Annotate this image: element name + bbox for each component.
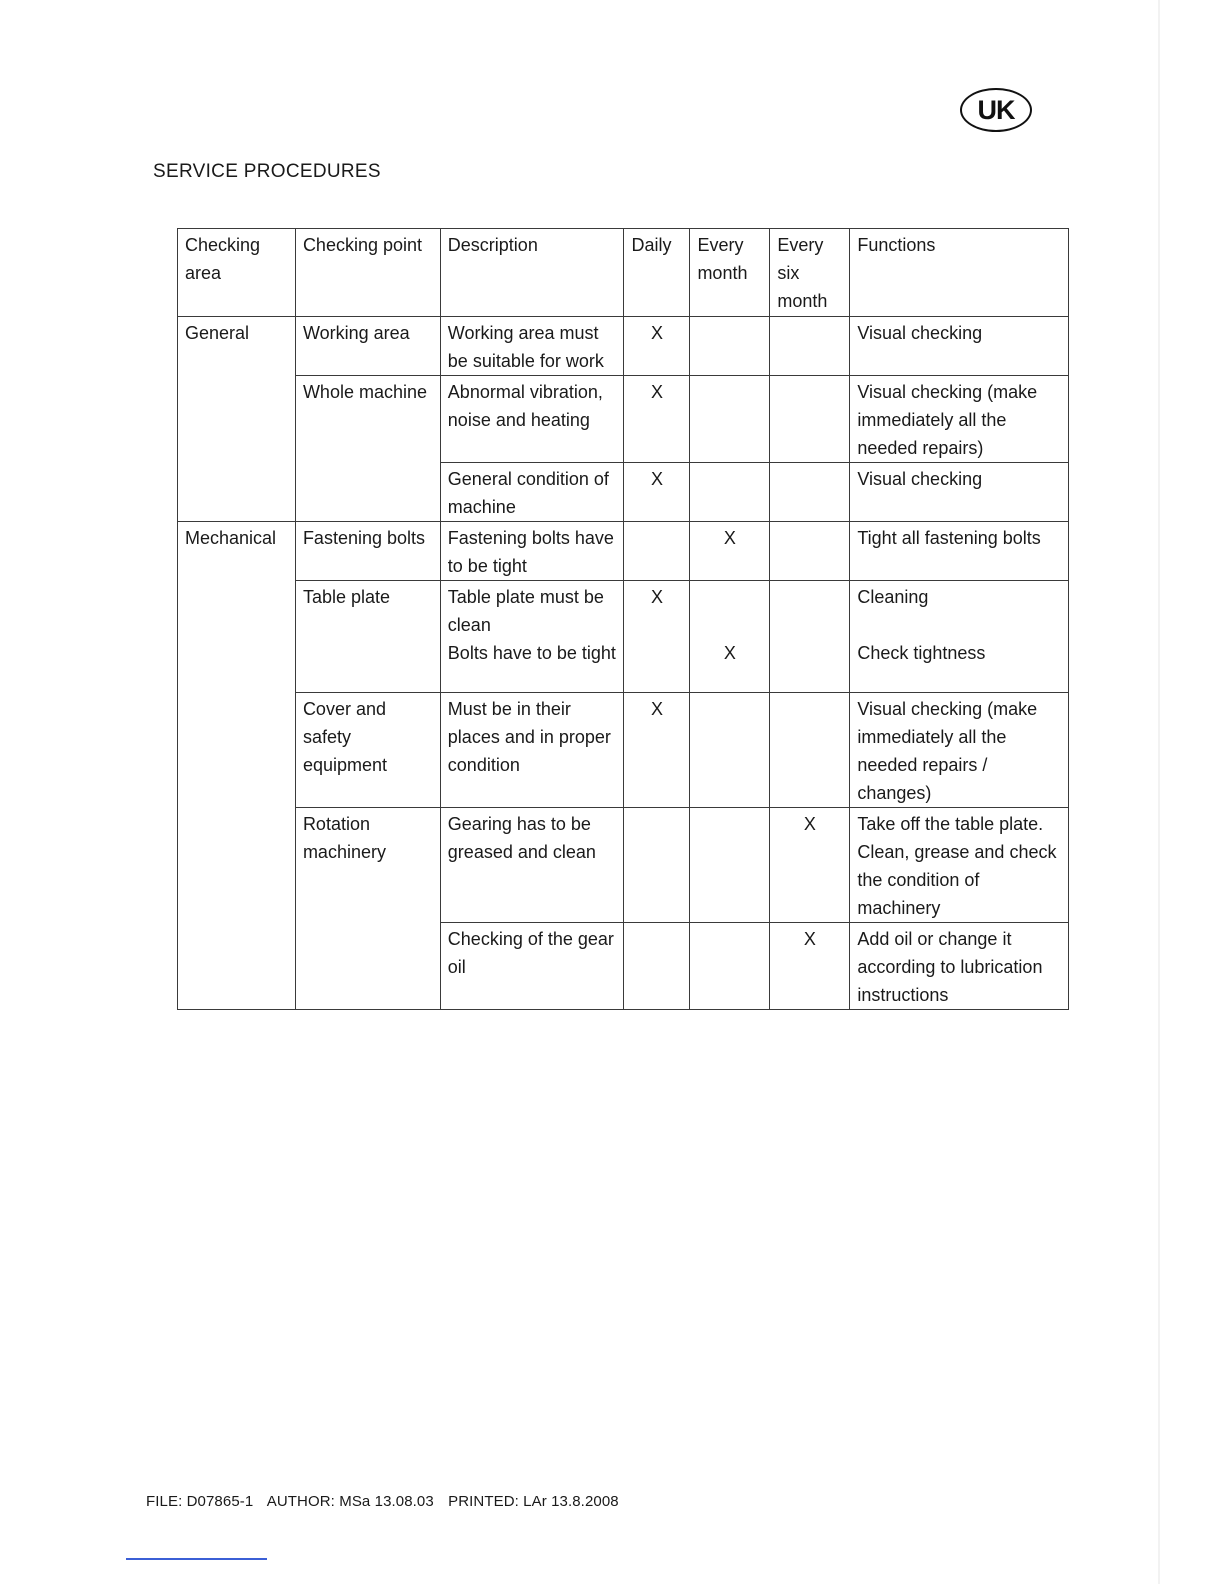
point-whole-machine: Whole machine — [295, 376, 440, 522]
header-functions: Functions — [850, 229, 1069, 317]
footer-rule — [126, 1558, 267, 1560]
description-cell: Gearing has to be greased and clean — [440, 808, 624, 923]
area-general: General — [178, 317, 296, 522]
functions-cell: Take off the table plate. Clean, grease and check the condition of machinery — [850, 808, 1069, 923]
description-cell: Checking of the gear oil — [440, 923, 624, 1010]
point-fastening-bolts: Fastening bolts — [295, 522, 440, 581]
daily-mark — [624, 522, 690, 581]
header-daily: Daily — [624, 229, 690, 317]
description-cell: Fastening bolts have to be tight — [440, 522, 624, 581]
header-every-month: Every month — [690, 229, 770, 317]
description-cell: General condition of machine — [440, 463, 624, 522]
six-month-mark — [770, 376, 850, 463]
six-month-mark — [770, 463, 850, 522]
table-row — [178, 317, 1069, 376]
month-mark — [690, 317, 770, 376]
daily-mark: X — [624, 581, 690, 693]
functions-cell: Visual checking (make immediately all the needed repairs) — [850, 376, 1069, 463]
daily-mark: X — [624, 376, 690, 463]
description-line: Bolts have to be tight — [447, 643, 616, 663]
header-checking-point: Checking point — [295, 229, 440, 317]
functions-cell: Visual checking — [850, 317, 1069, 376]
document-footer — [146, 1493, 629, 1510]
table-row — [178, 693, 1069, 808]
six-month-mark — [770, 317, 850, 376]
table-header-row — [178, 229, 1069, 317]
header-checking-area: Checking area — [178, 229, 296, 317]
daily-mark: X — [624, 463, 690, 522]
point-working-area: Working area — [295, 317, 440, 376]
month-mark: X — [690, 522, 770, 581]
functions-cell — [850, 581, 1069, 693]
functions-cell: Tight all fastening bolts — [850, 522, 1069, 581]
table-row — [178, 376, 1069, 463]
six-month-mark: X — [770, 923, 850, 1010]
point-table-plate: Table plate — [295, 581, 440, 693]
point-rotation-machinery: Rotation machinery — [295, 808, 440, 1010]
description-cell: Abnormal vibration, noise and heating — [440, 376, 624, 463]
month-mark — [690, 581, 770, 693]
functions-cell: Visual checking (make immediately all the needed repairs / changes) — [850, 693, 1069, 808]
functions-cell: Add oil or change it according to lubrication instructions — [850, 923, 1069, 1010]
uk-badge: UK — [960, 88, 1032, 132]
page-title: SERVICE PROCEDURES — [153, 161, 381, 182]
table-row — [178, 581, 1069, 693]
month-mark — [690, 923, 770, 1010]
area-mechanical: Mechanical — [178, 522, 296, 1010]
daily-mark: X — [624, 317, 690, 376]
six-month-mark — [770, 693, 850, 808]
description-cell: Must be in their places and in proper condition — [440, 693, 624, 808]
table-row — [178, 522, 1069, 581]
footer-author: AUTHOR: MSa 13.08.03 — [266, 1493, 434, 1510]
month-mark — [690, 463, 770, 522]
six-month-mark — [770, 581, 850, 693]
month-mark — [690, 376, 770, 463]
description-line: Table plate must be clean — [447, 587, 604, 635]
daily-mark — [624, 808, 690, 923]
point-cover-safety: Cover and safety equipment — [295, 693, 440, 808]
footer-file: FILE: D07865-1 — [146, 1493, 254, 1510]
footer-printed: PRINTED: LAr 13.8.2008 — [448, 1493, 619, 1510]
header-every-six-month: Every six month — [770, 229, 850, 317]
six-month-mark: X — [770, 808, 850, 923]
functions-line: Check tightness — [857, 643, 986, 663]
six-month-mark — [770, 522, 850, 581]
page-edge — [1158, 0, 1160, 1584]
description-cell: Working area must be suitable for work — [440, 317, 624, 376]
month-mark — [690, 808, 770, 923]
daily-mark: X — [624, 693, 690, 808]
month-mark-value: X — [723, 643, 736, 663]
header-description: Description — [440, 229, 624, 317]
table-row — [178, 808, 1069, 923]
service-procedures-table — [177, 228, 1069, 1010]
functions-line: Cleaning — [857, 587, 929, 607]
description-cell — [440, 581, 624, 693]
functions-cell: Visual checking — [850, 463, 1069, 522]
month-mark — [690, 693, 770, 808]
daily-mark — [624, 923, 690, 1010]
